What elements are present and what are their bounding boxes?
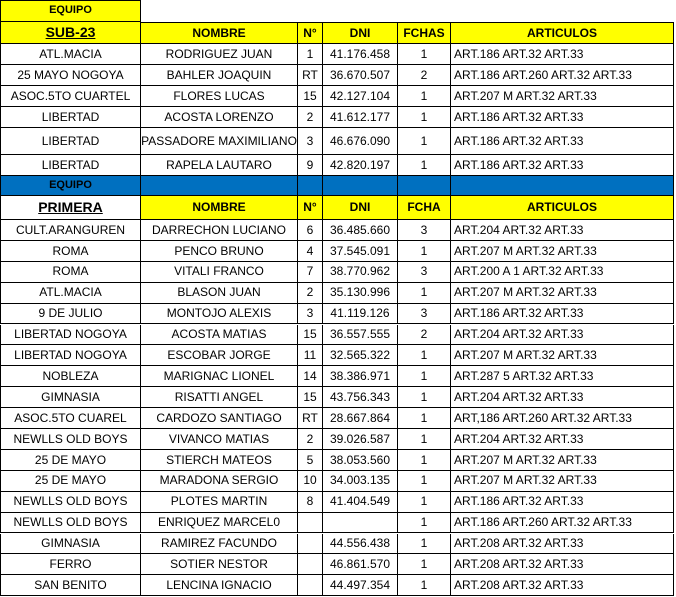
table-row bbox=[0, 513, 676, 534]
cell-dni: 36.670.507 bbox=[323, 65, 398, 86]
cell-fechas: 1 bbox=[398, 387, 451, 408]
cell-dni: 44.556.438 bbox=[323, 534, 398, 555]
cell-numero: 14 bbox=[298, 366, 323, 387]
cell-club: FERRO bbox=[0, 554, 141, 575]
cell-fechas: 3 bbox=[398, 304, 451, 325]
cell-club: ROMA bbox=[0, 262, 141, 283]
table-row bbox=[0, 492, 676, 513]
cell-numero: 15 bbox=[298, 325, 323, 346]
primera-header-row bbox=[0, 196, 676, 220]
cell-fechas: 3 bbox=[398, 220, 451, 241]
table-row bbox=[0, 65, 676, 86]
cell-numero: 6 bbox=[298, 220, 323, 241]
cell-dni: 46.861.570 bbox=[323, 554, 398, 575]
cell-nombre: MARADONA SERGIO bbox=[141, 471, 298, 492]
cell-numero bbox=[298, 554, 323, 575]
table-row bbox=[0, 241, 676, 262]
sub23-header-row bbox=[0, 22, 676, 44]
cell-club: NEWLLS OLD BOYS bbox=[0, 492, 141, 513]
table-row bbox=[0, 408, 676, 429]
cell-numero: RT bbox=[298, 408, 323, 429]
cell-numero: 2 bbox=[298, 107, 323, 128]
cell-dni: 41.176.458 bbox=[323, 44, 398, 65]
cell-dni: 36.557.555 bbox=[323, 325, 398, 346]
separator-cell bbox=[323, 176, 398, 196]
cell-nombre: ACOSTA MATIAS bbox=[141, 325, 298, 346]
cell-articulos: ART.186 ART.32 ART.33 bbox=[451, 107, 674, 128]
table-row bbox=[0, 107, 676, 128]
table-row bbox=[0, 534, 676, 555]
table-row bbox=[0, 155, 676, 176]
table-row bbox=[0, 366, 676, 387]
cell-nombre: CARDOZO SANTIAGO bbox=[141, 408, 298, 429]
cell-club: CULT.ARANGUREN bbox=[0, 220, 141, 241]
table-row bbox=[0, 128, 676, 155]
cell-dni: 41.119.126 bbox=[323, 304, 398, 325]
cell-dni: 35.130.996 bbox=[323, 283, 398, 304]
cell-dni: 28.667.864 bbox=[323, 408, 398, 429]
cell-articulos: ART.204 ART.32 ART.33 bbox=[451, 387, 674, 408]
table-row bbox=[0, 387, 676, 408]
table-row bbox=[0, 345, 676, 366]
cell-club: ASOC.5TO CUARTEL bbox=[0, 86, 141, 107]
sub23-header-nombre: NOMBRE bbox=[141, 22, 298, 44]
separator-cell bbox=[398, 176, 451, 196]
cell-numero: 2 bbox=[298, 283, 323, 304]
cell-dni: 42.127.104 bbox=[323, 86, 398, 107]
cell-dni: 39.026.587 bbox=[323, 429, 398, 450]
cell-articulos: ART.186 ART.32 ART.33 bbox=[451, 155, 674, 176]
table-row bbox=[0, 575, 676, 596]
cell-fechas: 1 bbox=[398, 513, 451, 534]
cell-numero: 11 bbox=[298, 345, 323, 366]
sub23-equipo-row bbox=[0, 0, 676, 22]
cell-articulos: ART.207 M ART.32 ART.33 bbox=[451, 345, 674, 366]
cell-fechas: 1 bbox=[398, 492, 451, 513]
table-row bbox=[0, 86, 676, 107]
cell-numero: 9 bbox=[298, 155, 323, 176]
cell-numero bbox=[298, 575, 323, 596]
table-row bbox=[0, 471, 676, 492]
cell-fechas: 1 bbox=[398, 107, 451, 128]
cell-fechas: 1 bbox=[398, 534, 451, 555]
primera-title: PRIMERA bbox=[0, 196, 141, 220]
cell-numero: 2 bbox=[298, 429, 323, 450]
cell-dni: 38.053.560 bbox=[323, 450, 398, 471]
cell-fechas: 1 bbox=[398, 429, 451, 450]
cell-nombre: RAMIREZ FACUNDO bbox=[141, 534, 298, 555]
cell-nombre: VITALI FRANCO bbox=[141, 262, 298, 283]
separator-cell bbox=[141, 176, 298, 196]
table-row bbox=[0, 450, 676, 471]
cell-fechas: 1 bbox=[398, 366, 451, 387]
cell-nombre: ENRIQUEZ MARCEL0 bbox=[141, 513, 298, 534]
cell-dni: 38.770.962 bbox=[323, 262, 398, 283]
cell-nombre: ESCOBAR JORGE bbox=[141, 345, 298, 366]
cell-fechas: 1 bbox=[398, 554, 451, 575]
cell-numero: 8 bbox=[298, 492, 323, 513]
primera-header-dni: DNI bbox=[323, 196, 398, 220]
cell-numero: 7 bbox=[298, 262, 323, 283]
cell-nombre: ACOSTA LORENZO bbox=[141, 107, 298, 128]
cell-nombre: VIVANCO MATIAS bbox=[141, 429, 298, 450]
cell-articulos: ART.204 ART.32 ART.33 bbox=[451, 325, 674, 346]
table-row bbox=[0, 262, 676, 283]
cell-club: SAN BENITO bbox=[0, 575, 141, 596]
cell-numero bbox=[298, 534, 323, 555]
cell-numero bbox=[298, 513, 323, 534]
cell-articulos: ART.208 ART.32 ART.33 bbox=[451, 554, 674, 575]
cell-dni: 41.612.177 bbox=[323, 107, 398, 128]
cell-dni: 44.497.354 bbox=[323, 575, 398, 596]
table-row bbox=[0, 554, 676, 575]
cell-club: LIBERTAD bbox=[0, 155, 141, 176]
cell-club: LIBERTAD NOGOYA bbox=[0, 325, 141, 346]
cell-club: ATL.MACIA bbox=[0, 283, 141, 304]
cell-articulos: ART.207 M ART.32 ART.33 bbox=[451, 283, 674, 304]
cell-fechas: 2 bbox=[398, 325, 451, 346]
separator-cell bbox=[451, 176, 674, 196]
cell-numero: 3 bbox=[298, 304, 323, 325]
cell-articulos: ART.186 ART.32 ART.33 bbox=[451, 304, 674, 325]
cell-nombre: MONTOJO ALEXIS bbox=[141, 304, 298, 325]
cell-fechas: 1 bbox=[398, 155, 451, 176]
separator-cell bbox=[298, 176, 323, 196]
cell-articulos: ART.207 M ART.32 ART.33 bbox=[451, 86, 674, 107]
cell-numero: 10 bbox=[298, 471, 323, 492]
cell-articulos: ART.204 ART.32 ART.33 bbox=[451, 220, 674, 241]
cell-articulos: ART.186 ART.260 ART.32 ART.33 bbox=[451, 65, 674, 86]
table-row bbox=[0, 44, 676, 65]
sub23-header-numero: N° bbox=[298, 22, 323, 44]
primera-equipo-row bbox=[0, 176, 676, 196]
cell-fechas: 1 bbox=[398, 408, 451, 429]
cell-numero: RT bbox=[298, 65, 323, 86]
cell-nombre: RISATTI ANGEL bbox=[141, 387, 298, 408]
cell-nombre: DARRECHON LUCIANO bbox=[141, 220, 298, 241]
cell-fechas: 1 bbox=[398, 44, 451, 65]
cell-nombre: BLASON JUAN bbox=[141, 283, 298, 304]
table-row bbox=[0, 325, 676, 346]
cell-fechas: 2 bbox=[398, 65, 451, 86]
cell-fechas: 1 bbox=[398, 345, 451, 366]
table-row bbox=[0, 304, 676, 325]
cell-club: ASOC.5TO CUAREL bbox=[0, 408, 141, 429]
sub23-header-dni: DNI bbox=[323, 22, 398, 44]
cell-numero: 15 bbox=[298, 86, 323, 107]
cell-club: ROMA bbox=[0, 241, 141, 262]
cell-nombre: SOTIER NESTOR bbox=[141, 554, 298, 575]
cell-fechas: 1 bbox=[398, 283, 451, 304]
cell-club: LIBERTAD bbox=[0, 107, 141, 128]
cell-dni: 42.820.197 bbox=[323, 155, 398, 176]
primera-header-nombre: NOMBRE bbox=[141, 196, 298, 220]
cell-dni: 43.756.343 bbox=[323, 387, 398, 408]
cell-nombre: PENCO BRUNO bbox=[141, 241, 298, 262]
cell-articulos: ART.200 A 1 ART.32 ART.33 bbox=[451, 262, 674, 283]
cell-nombre: LENCINA IGNACIO bbox=[141, 575, 298, 596]
primera-header-numero: N° bbox=[298, 196, 323, 220]
cell-club: LIBERTAD NOGOYA bbox=[0, 345, 141, 366]
primera-equipo-label: EQUIPO bbox=[0, 176, 141, 196]
cell-dni bbox=[323, 513, 398, 534]
cell-fechas: 1 bbox=[398, 575, 451, 596]
table-row bbox=[0, 220, 676, 241]
cell-club: LIBERTAD bbox=[0, 128, 141, 155]
cell-club: 25 MAYO NOGOYA bbox=[0, 65, 141, 86]
cell-club: NOBLEZA bbox=[0, 366, 141, 387]
cell-nombre: PLOTES MARTIN bbox=[141, 492, 298, 513]
cell-club: 25 DE MAYO bbox=[0, 450, 141, 471]
cell-dni: 32.565.322 bbox=[323, 345, 398, 366]
cell-articulos: ART.186 ART.32 ART.33 bbox=[451, 128, 674, 155]
sub23-header-fechas: FCHAS bbox=[398, 22, 451, 44]
cell-dni: 37.545.091 bbox=[323, 241, 398, 262]
cell-numero: 4 bbox=[298, 241, 323, 262]
sub23-title: SUB-23 bbox=[0, 22, 141, 44]
cell-numero: 15 bbox=[298, 387, 323, 408]
cell-articulos: ART.186 ART.32 ART.33 bbox=[451, 492, 674, 513]
cell-articulos: ART.186 ART.32 ART.33 bbox=[451, 44, 674, 65]
sub23-equipo-label: EQUIPO bbox=[0, 0, 141, 22]
cell-dni: 46.676.090 bbox=[323, 128, 398, 155]
cell-articulos: ART.208 ART.32 ART.33 bbox=[451, 534, 674, 555]
cell-articulos: ART.207 M ART.32 ART.33 bbox=[451, 450, 674, 471]
cell-fechas: 1 bbox=[398, 241, 451, 262]
cell-dni: 41.404.549 bbox=[323, 492, 398, 513]
cell-numero: 3 bbox=[298, 128, 323, 155]
table-row bbox=[0, 283, 676, 304]
cell-fechas: 3 bbox=[398, 262, 451, 283]
cell-nombre: RAPELA LAUTARO bbox=[141, 155, 298, 176]
cell-club: GIMNASIA bbox=[0, 534, 141, 555]
cell-club: ATL.MACIA bbox=[0, 44, 141, 65]
cell-nombre: MARIGNAC LIONEL bbox=[141, 366, 298, 387]
cell-dni: 36.485.660 bbox=[323, 220, 398, 241]
cell-articulos: ART.186 ART.260 ART.32 ART.33 bbox=[451, 513, 674, 534]
cell-fechas: 1 bbox=[398, 471, 451, 492]
cell-fechas: 1 bbox=[398, 450, 451, 471]
primera-header-articulos: ARTICULOS bbox=[451, 196, 674, 220]
cell-club: NEWLLS OLD BOYS bbox=[0, 513, 141, 534]
cell-club: 9 DE JULIO bbox=[0, 304, 141, 325]
table-row bbox=[0, 429, 676, 450]
cell-nombre: RODRIGUEZ JUAN bbox=[141, 44, 298, 65]
cell-articulos: ART.287 5 ART.32 ART.33 bbox=[451, 366, 674, 387]
cell-dni: 38.386.971 bbox=[323, 366, 398, 387]
cell-numero: 1 bbox=[298, 44, 323, 65]
cell-club: NEWLLS OLD BOYS bbox=[0, 429, 141, 450]
cell-articulos: ART.207 M ART.32 ART.33 bbox=[451, 241, 674, 262]
cell-nombre: FLORES LUCAS bbox=[141, 86, 298, 107]
cell-numero: 5 bbox=[298, 450, 323, 471]
cell-nombre: PASSADORE MAXIMILIANO bbox=[141, 128, 298, 155]
cell-nombre: STIERCH MATEOS bbox=[141, 450, 298, 471]
sub23-header-articulos: ARTICULOS bbox=[451, 22, 674, 44]
cell-fechas: 1 bbox=[398, 128, 451, 155]
cell-articulos: ART.208 ART.32 ART.33 bbox=[451, 575, 674, 596]
cell-articulos: ART.204 ART.32 ART.33 bbox=[451, 429, 674, 450]
cell-dni: 34.003.135 bbox=[323, 471, 398, 492]
cell-articulos: ART.207 M ART.32 ART.33 bbox=[451, 471, 674, 492]
cell-nombre: BAHLER JOAQUIN bbox=[141, 65, 298, 86]
cell-club: 25 DE MAYO bbox=[0, 471, 141, 492]
cell-club: GIMNASIA bbox=[0, 387, 141, 408]
primera-header-fecha: FCHA bbox=[398, 196, 451, 220]
cell-fechas: 1 bbox=[398, 86, 451, 107]
cell-articulos: ART,186 ART.260 ART.32 ART.33 bbox=[451, 408, 674, 429]
